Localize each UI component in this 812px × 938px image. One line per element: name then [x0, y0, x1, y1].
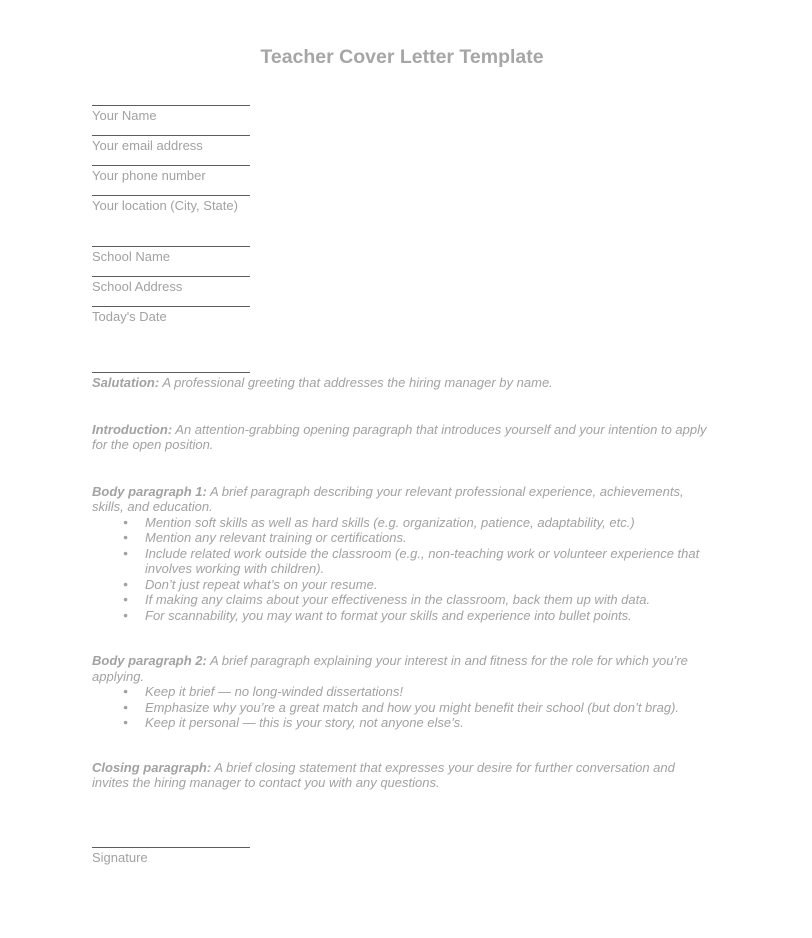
bullet-text: If making any claims about your effectiveness in the classroom, back them up with data. — [145, 592, 651, 607]
list-item — [92, 700, 712, 716]
bullet-icon: ● — [123, 609, 129, 620]
field-label: School Name — [92, 249, 171, 264]
bullet-text: Mention soft skills as well as hard skills (e.g. organization, patience, adaptability, etc.) — [145, 514, 635, 530]
section-text: A brief paragraph describing your relevant professional experience, achievements, skills, and education. — [92, 483, 684, 514]
bullet-icon: ● — [123, 686, 129, 696]
field-label: Today's Date — [92, 309, 167, 324]
bullet-icon: ● — [123, 547, 129, 558]
bullet-text: Emphasize why you’re a great match and how you might benefit their school (but don’t brag). — [145, 699, 680, 715]
section-text: A brief paragraph explaining your interest in and fitness for the role for which you’re applying. — [92, 653, 688, 684]
section-salutation — [92, 372, 712, 391]
salutation-paragraph — [92, 375, 712, 391]
field-phone — [92, 165, 712, 185]
list-item — [92, 715, 712, 731]
field-label: School Address — [92, 279, 183, 294]
body2-bullet-list — [92, 684, 712, 731]
section-label: Introduction: — [92, 421, 173, 437]
field-label: Your email address — [92, 138, 203, 153]
section-label: Closing paragraph: — [92, 759, 212, 775]
section-label: Salutation: — [92, 375, 160, 390]
section-body-paragraph-2 — [92, 653, 712, 731]
bullet-icon: ● — [123, 717, 129, 727]
field-email — [92, 135, 712, 155]
field-label: Your location (City, State) — [92, 198, 238, 213]
closing-paragraph — [92, 760, 712, 791]
section-introduction — [92, 422, 712, 453]
section-text: A brief closing statement that expresses your desire for further conversation and invites the hiring manager to contact you with any questions. — [92, 759, 675, 790]
body2-paragraph — [92, 653, 712, 684]
bullet-icon: ● — [123, 594, 129, 604]
bullet-text: For scannability, you may want to format your skills and experience into bullet points. — [145, 607, 632, 623]
school-fields-group — [92, 246, 712, 326]
bullet-text: Mention any relevant training or certifications. — [145, 530, 407, 545]
blank-line — [92, 372, 250, 373]
bullet-text: Keep it brief — no long-winded dissertations! — [145, 684, 403, 699]
field-school-address — [92, 276, 712, 296]
field-label: Your phone number — [92, 168, 206, 183]
bullet-text: Keep it personal — this is your story, not anyone else’s. — [145, 715, 464, 730]
list-item — [92, 577, 712, 593]
page-title: Teacher Cover Letter Template — [260, 46, 544, 68]
section-text: An attention-grabbing opening paragraph that introduces yourself and your intention to apply for the open position. — [92, 421, 707, 452]
bullet-icon: ● — [123, 532, 129, 542]
list-item — [92, 546, 712, 577]
contact-fields-group — [92, 105, 712, 215]
list-item — [92, 608, 712, 624]
field-label: Your Name — [92, 108, 157, 123]
field-school-name — [92, 246, 712, 266]
body1-paragraph — [92, 484, 712, 515]
bullet-icon: ● — [123, 701, 129, 712]
list-item — [92, 684, 712, 700]
section-body-paragraph-1 — [92, 484, 712, 624]
list-item — [92, 530, 712, 546]
bullet-text: Include related work outside the classroom (e.g., non-teaching work or volunteer experience that involves working with children). — [145, 545, 700, 576]
bullet-icon: ● — [123, 516, 129, 527]
section-label: Body paragraph 2: — [92, 653, 207, 668]
bullet-icon: ● — [123, 578, 129, 589]
section-label: Body paragraph 1: — [92, 483, 207, 499]
section-closing-paragraph — [92, 760, 712, 791]
field-location — [92, 195, 712, 215]
signature-label: Signature — [92, 849, 148, 865]
signature-block — [92, 847, 712, 867]
list-item — [92, 515, 712, 531]
bullet-text: Don’t just repeat what’s on your resume. — [145, 576, 378, 592]
list-item — [92, 592, 712, 608]
field-your-name — [92, 105, 712, 125]
introduction-paragraph — [92, 422, 712, 453]
section-text: A professional greeting that addresses the hiring manager by name. — [162, 375, 553, 390]
body1-bullet-list — [92, 515, 712, 624]
field-todays-date — [92, 306, 712, 326]
